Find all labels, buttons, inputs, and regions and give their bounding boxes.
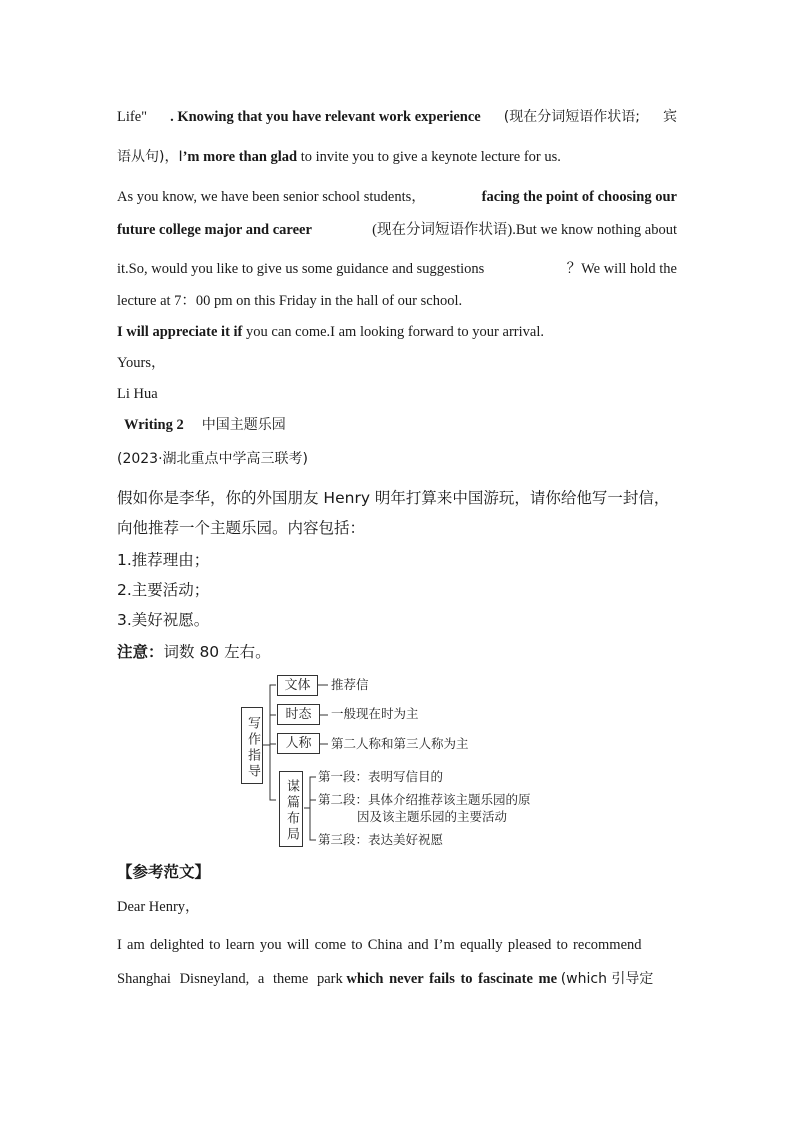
diagram-tense-box: 时态 bbox=[277, 704, 320, 725]
text-fragment: As you know, we have been senior school students， bbox=[117, 189, 426, 205]
sample-line-2 bbox=[117, 970, 653, 988]
note-label: 注意： bbox=[117, 643, 164, 661]
text-fragment-bold: which never fails to fascinate me bbox=[346, 971, 558, 987]
text-fragment: you can come.I am looking forward to your arrival. bbox=[242, 324, 544, 340]
sample-heading bbox=[117, 862, 210, 882]
writing2-item-3: 3.美好祝愿。 bbox=[117, 611, 210, 629]
letter-signature: Li Hua bbox=[117, 386, 158, 402]
diagram-para3: 第三段：表达美好祝愿 bbox=[318, 832, 444, 847]
note-text: 词数 80 左右。 bbox=[163, 643, 271, 661]
text-fragment-cn: 宾 bbox=[662, 109, 677, 125]
text-fragment: to invite you to give a keynote lecture for us. bbox=[297, 149, 561, 165]
text-fragment: lecture at 7：00 pm on this Friday in the hall of our school. bbox=[117, 293, 463, 309]
diagram-para1: 第一段：表明写信目的 bbox=[318, 769, 444, 784]
text-fragment-bold: facing the point of choosing our bbox=[481, 189, 677, 205]
writing2-prompt-line-2: 向他推荐一个主题乐园。内容包括： bbox=[117, 519, 366, 537]
text-fragment: Life" bbox=[117, 109, 148, 125]
diagram-root-box: 写作指导 bbox=[241, 707, 263, 784]
letter-line-2 bbox=[117, 148, 561, 166]
letter-line-5 bbox=[117, 260, 677, 278]
sample-heading-text: 【参考范文】 bbox=[117, 863, 211, 881]
writing2-heading bbox=[124, 416, 286, 434]
text-fragment-bold: future college major and career bbox=[117, 222, 312, 238]
text-fragment-cn: (which 引导定 bbox=[560, 971, 654, 987]
text-fragment: I am delighted to learn you will come to China and I’m equally pleased to recommend bbox=[117, 937, 642, 953]
text-fragment-cn: 语从句)，I bbox=[117, 149, 183, 165]
diagram-genre-box: 文体 bbox=[277, 675, 318, 696]
diagram-person-box: 人称 bbox=[277, 733, 320, 754]
text-fragment: ？We will hold the bbox=[566, 261, 677, 277]
letter-line-7 bbox=[117, 323, 544, 341]
writing2-source: (2023·湖北重点中学高三联考) bbox=[117, 451, 309, 467]
diagram-tense-value: 一般现在时为主 bbox=[331, 706, 419, 721]
writing2-item-1: 1.推荐理由； bbox=[117, 551, 210, 569]
letter-line-1 bbox=[117, 108, 677, 126]
text-fragment: it.So, would you like to give us some guidance and suggestions bbox=[117, 261, 485, 277]
text-fragment: Shanghai Disneyland, a theme park bbox=[117, 971, 343, 987]
text-fragment: (现在分词短语作状语).But we know nothing about bbox=[372, 222, 677, 238]
text-fragment-bold: ’m more than glad bbox=[182, 149, 298, 165]
diagram-genre-value: 推荐信 bbox=[331, 677, 369, 692]
text-fragment-bold: I will appreciate it if bbox=[117, 324, 243, 340]
writing2-prompt-line-1: 假如你是李华，你的外国朋友 Henry 明年打算来中国游玩，请你给他写一封信， bbox=[117, 489, 670, 507]
section-label: Writing 2 bbox=[124, 417, 184, 433]
diagram-para2-line2: 因及该主题乐园的主要活动 bbox=[357, 809, 508, 824]
sample-line-1 bbox=[117, 936, 677, 954]
text-fragment-bold: . Knowing that you have relevant work experience bbox=[170, 109, 481, 125]
diagram-para2-line1: 第二段：具体介绍推荐该主题乐园的原 bbox=[318, 792, 531, 807]
writing2-item-2: 2.主要活动； bbox=[117, 581, 210, 599]
diagram-person-value: 第二人称和第三人称为主 bbox=[331, 736, 469, 751]
sample-greeting: Dear Henry， bbox=[117, 899, 200, 915]
text-fragment-cn: (现在分词短语作状语; bbox=[503, 109, 640, 125]
letter-line-4 bbox=[117, 221, 677, 239]
diagram-layout-box: 谋篇布局 bbox=[279, 771, 303, 847]
letter-closing: Yours， bbox=[117, 355, 166, 371]
letter-line-6 bbox=[117, 292, 462, 310]
writing2-note bbox=[117, 642, 271, 662]
section-topic: 中国主题乐园 bbox=[201, 417, 286, 433]
letter-line-3 bbox=[117, 188, 677, 206]
